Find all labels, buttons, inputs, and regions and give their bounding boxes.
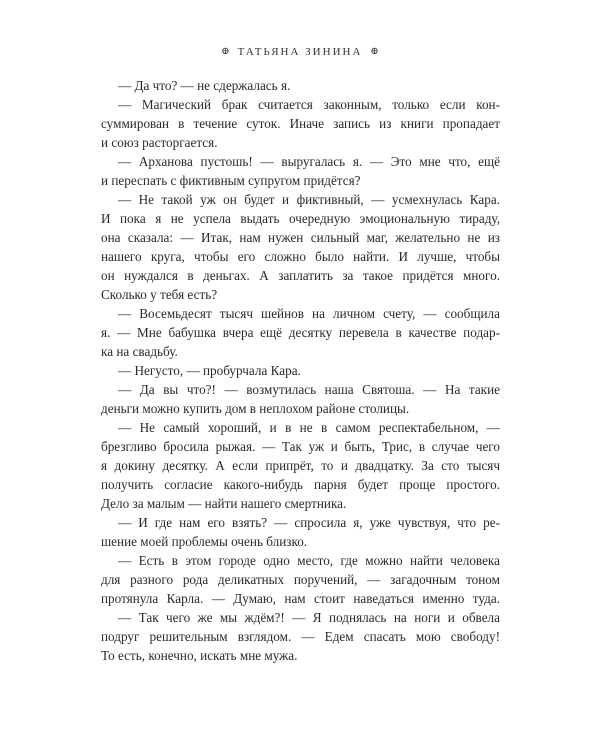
ornament-left-icon: ⊕ bbox=[221, 46, 230, 57]
running-header bbox=[0, 46, 600, 58]
text-line: И пока я не успела выдать очередную эмоциональную тираду, bbox=[101, 211, 500, 226]
text-line: нашего круга, чтобы его сложно было найти. И лучше, чтобы bbox=[101, 249, 500, 264]
text-line: — Да что? — не сдержалась я. bbox=[118, 78, 291, 93]
text-line: для разного рода деликатных поручений, — загадочным тоном bbox=[101, 572, 500, 587]
text-line: я. — Мне бабушка вчера ещё десятку перевела в качестве подар- bbox=[101, 325, 500, 340]
text-line: протянула Карла. — Думаю, нам стоит наведаться именно туда. bbox=[101, 591, 500, 606]
text-line: суммирован в течение суток. Иначе запись из книги пропадает bbox=[101, 116, 500, 131]
text-line: — Негусто, — пробурчала Кара. bbox=[118, 363, 301, 378]
text-line: Дело за малым — найти нашего смертника. bbox=[101, 496, 347, 511]
body-text bbox=[101, 76, 500, 665]
text-line: деньги можно купить дом в неплохом районе столицы. bbox=[101, 401, 410, 416]
text-line: — И где нам его взять? — спросила я, уже чувствуя, что ре- bbox=[118, 515, 500, 530]
text-line: ка на свадьбу. bbox=[101, 344, 178, 359]
text-line: — Не такой уж он будет и фиктивный, — усмехнулась Кара. bbox=[118, 192, 500, 207]
text-line: получить согласие какого-нибудь парня будет проще простого. bbox=[101, 477, 500, 492]
text-line: подруг решительным взглядом. — Едем спасать мою свободу! bbox=[101, 629, 500, 644]
text-line: и союз расторгается. bbox=[101, 135, 218, 150]
text-line: она сказала: — Итак, нам нужен сильный маг, желательно не из bbox=[101, 230, 500, 245]
text-line: шение моей проблемы очень близко. bbox=[101, 534, 308, 549]
text-line: я докину десятку. А если припрёт, то и двадцатку. За сто тысяч bbox=[101, 458, 500, 473]
text-line: он нуждался в деньгах. А заплатить за такое придётся много. bbox=[101, 268, 500, 283]
text-line: То есть, конечно, искать мне мужа. bbox=[101, 648, 298, 663]
running-title: ТАТЬЯНА ЗИНИНА bbox=[237, 46, 363, 58]
ornament-right-icon: ⊕ bbox=[370, 46, 379, 57]
text-line: — Магический брак считается законным, только если кон- bbox=[118, 97, 500, 112]
text-line: — Арханова пустошь! — выругалась я. — Это мне что, ещё bbox=[118, 154, 500, 169]
text-line: и переспать с фиктивным супругом придётся? bbox=[101, 173, 361, 188]
text-line: Сколько у тебя есть? bbox=[101, 287, 218, 302]
text-line: — Да вы что?! — возмутилась наша Святоша. — На такие bbox=[118, 382, 500, 397]
text-line: — Восемьдесят тысяч шейнов на личном счету, — сообщила bbox=[118, 306, 500, 321]
text-line: — Так чего же мы ждём?! — Я поднялась на ноги и обвела bbox=[118, 610, 500, 625]
text-line: брезгливо бросила рыжая. — Так уж и быть, Трис, в случае чего bbox=[101, 439, 500, 454]
text-line: — Не самый хороший, и в не в самом респектабельном, — bbox=[118, 420, 500, 435]
text-line: — Есть в этом городе одно место, где можно найти человека bbox=[118, 553, 500, 568]
